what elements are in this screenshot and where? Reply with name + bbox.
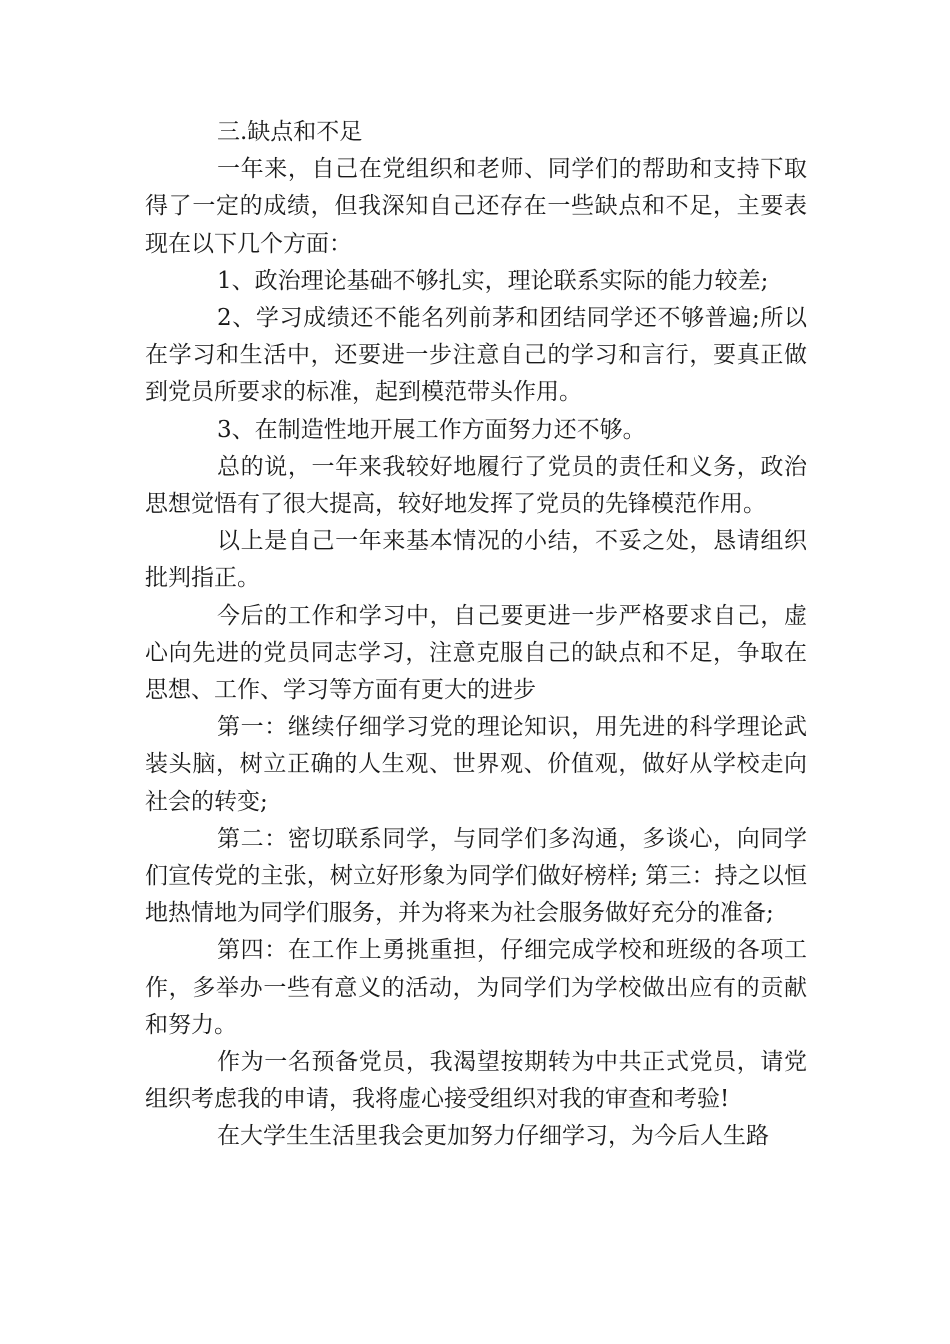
paragraph-plan-2-3: 第二：密切联系同学，与同学们多沟通，多谈心，向同学们宣传党的主张，树立好形象为同学们做好榜样; 第三：持之以恒地热情地为同学们服务，并为将来为社会服务做好充分的准备; — [145, 825, 807, 927]
document-body — [145, 114, 807, 1156]
section-heading: 三.缺点和不足 — [217, 119, 363, 145]
paragraph-request: 作为一名预备党员，我渴望按期转为中共正式党员，请党组织考虑我的申请，我将虚心接受组织对我的审查和考验! — [145, 1049, 807, 1113]
paragraph-conclusion: 以上是自己一年来基本情况的小结，不妥之处，恳请组织批判指正。 — [145, 528, 807, 592]
paragraph-point-2: 2、学习成绩还不能名列前茅和团结同学还不够普遍;所以在学习和生活中，还要进一步注意自己的学习和言行，要真正做到党员所要求的标准，起到模范带头作用。 — [145, 305, 807, 406]
paragraph-point-3: 3、在制造性地开展工作方面努力还不够。 — [217, 416, 646, 443]
paragraph-summary: 总的说，一年来我较好地履行了党员的责任和义务，政治思想觉悟有了很大提高，较好地发挥了党员的先锋模范作用。 — [145, 453, 807, 518]
paragraph-final: 在大学生生活里我会更加努力仔细学习，为今后人生路 — [217, 1123, 769, 1150]
paragraph-plan-1: 第一：继续仔细学习党的理论知识，用先进的科学理论武装头脑，树立正确的人生观、世界观、价值观，做好从学校走向社会的转变; — [145, 714, 807, 815]
paragraph-plan-4: 第四：在工作上勇挑重担，仔细完成学校和班级的各项工作，多举办一些有意义的活动，为同学们为学校做出应有的贡献和努力。 — [145, 937, 807, 1038]
paragraph-intro: 一年来，自己在党组织和老师、同学们的帮助和支持下取得了一定的成绩，但我深知自己还存在一些缺点和不足，主要表现在以下几个方面： — [145, 156, 807, 257]
paragraph-point-1: 1、政治理论基础不够扎实，理论联系实际的能力较差; — [217, 267, 769, 294]
paragraph-future: 今后的工作和学习中，自己要更进一步严格要求自己，虚心向先进的党员同志学习，注意克服自己的缺点和不足，争取在思想、工作、学习等方面有更大的进步 — [145, 602, 807, 704]
